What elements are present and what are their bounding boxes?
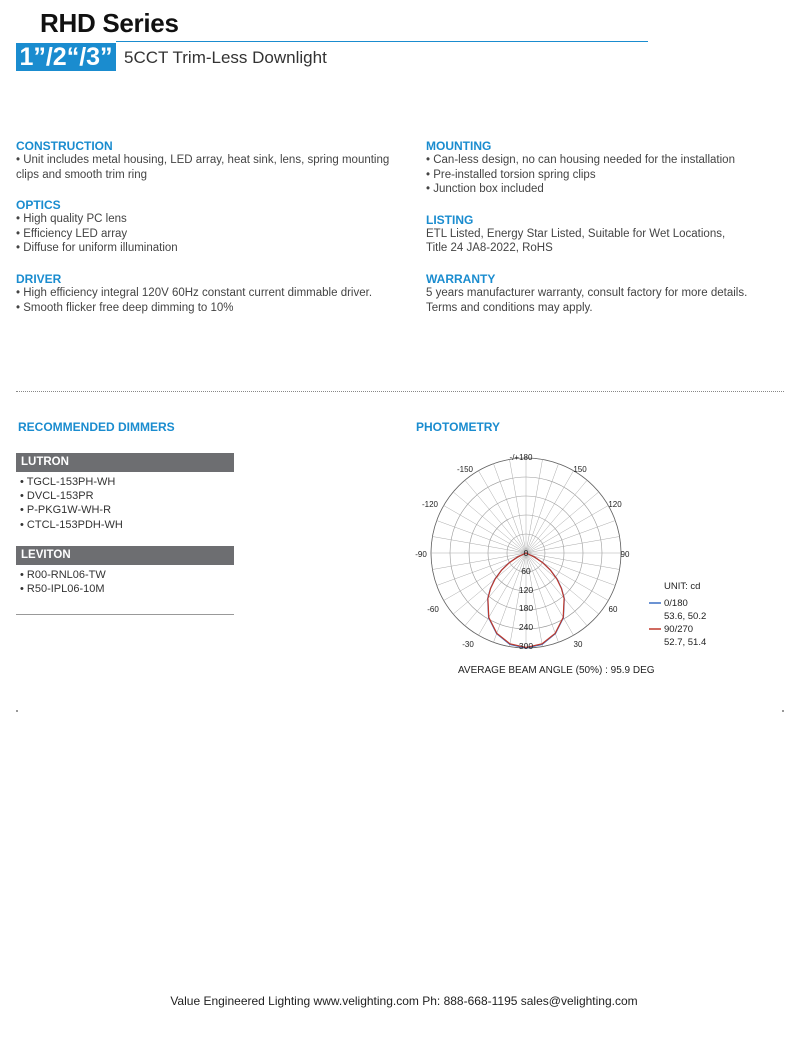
brand-bar-lutron: LUTRON <box>16 453 234 472</box>
angle-label: 120 <box>608 500 622 509</box>
radial-label: 180 <box>518 603 534 613</box>
unit-label: UNIT: cd <box>664 581 701 592</box>
angle-label: -90 <box>415 550 427 559</box>
corner-mark <box>16 710 18 712</box>
angle-label: -150 <box>456 465 474 474</box>
brand-bar-leviton: LEVITON <box>16 546 234 565</box>
header-rule <box>116 41 648 42</box>
footer-contact: Value Engineered Lighting www.velighting.com Ph: 888-668-1195 sales@velighting.com <box>170 994 638 1008</box>
section-divider <box>16 391 784 392</box>
spec-line: • Junction box included <box>426 183 544 196</box>
spec-mounting <box>426 139 796 197</box>
angle-label: -/+180 <box>509 453 533 462</box>
polar-photometry-chart <box>410 448 740 663</box>
specs-left-column <box>16 139 396 315</box>
list-item: • R00-RNL06-TW <box>20 569 106 581</box>
radial-label: 240 <box>518 622 534 632</box>
spec-heading: DRIVER <box>16 271 62 286</box>
product-subtitle: 5CCT Trim-Less Downlight <box>124 48 327 67</box>
spec-line: • Pre-installed torsion spring clips <box>426 168 596 181</box>
spec-construction <box>16 139 396 182</box>
spec-line: • Can-less design, no can housing needed for the installation <box>426 154 735 166</box>
legend-label: 0/180 <box>664 598 688 609</box>
specs-right-column <box>426 139 796 315</box>
spec-line: clips and smooth trim ring <box>16 168 148 181</box>
spec-listing <box>426 213 796 256</box>
list-item: • TGCL-153PH-WH <box>20 476 116 488</box>
angle-label: -60 <box>427 605 439 614</box>
spec-heading: OPTICS <box>16 198 61 213</box>
radial-label: 120 <box>518 585 534 595</box>
legend-label: 90/270 <box>664 624 694 635</box>
spec-optics <box>16 198 396 256</box>
legend-values: 52.7, 51.4 <box>664 637 707 648</box>
list-item: • P-PKG1W-WH-R <box>20 504 112 517</box>
spec-warranty <box>426 272 796 315</box>
spec-line: Terms and conditions may apply. <box>426 301 593 314</box>
leviton-model-list <box>20 568 106 596</box>
spec-driver <box>16 272 396 315</box>
legend-values: 53.6, 50.2 <box>664 611 707 622</box>
spec-line: Title 24 JA8-2022, RoHS <box>426 242 553 255</box>
spec-heading: WARRANTY <box>426 271 496 286</box>
radial-label: 60 <box>521 566 531 576</box>
angle-label: -30 <box>462 640 474 649</box>
spec-line: 5 years manufacturer warranty, consult factory for more details. <box>426 286 748 299</box>
dimmers-bottom-rule <box>16 614 234 615</box>
list-item: • DVCL-153PR <box>20 490 94 503</box>
angle-label: 30 <box>573 640 583 649</box>
photometry-heading: PHOTOMETRY <box>416 420 501 434</box>
radial-label: 0 <box>523 548 529 558</box>
spec-heading: LISTING <box>426 212 474 227</box>
spec-line: • Diffuse for uniform illumination <box>16 242 178 255</box>
radial-label: 300 <box>518 641 534 651</box>
dimmers-heading: RECOMMENDED DIMMERS <box>18 420 175 434</box>
spec-line: ETL Listed, Energy Star Listed, Suitable for Wet Locations, <box>426 227 726 240</box>
size-badge: 1”/2“/3” <box>16 43 116 71</box>
beam-angle-caption: AVERAGE BEAM ANGLE (50%) : 95.9 DEG <box>458 665 655 676</box>
angle-label: 60 <box>608 605 618 614</box>
angle-label: 150 <box>573 465 587 474</box>
spec-line: • Smooth flicker free deep dimming to 10% <box>16 301 234 314</box>
spec-line: • Unit includes metal housing, LED array, heat sink, lens, spring mounting <box>16 154 390 166</box>
spec-line: • High efficiency integral 120V 60Hz constant current dimmable driver. <box>16 286 373 299</box>
spec-heading: MOUNTING <box>426 139 492 153</box>
list-item: • CTCL-153PDH-WH <box>20 518 123 531</box>
lutron-model-list <box>20 475 123 532</box>
spec-heading: CONSTRUCTION <box>16 139 113 153</box>
series-title: RHD Series <box>40 8 179 38</box>
angle-label: 90 <box>620 550 630 559</box>
corner-mark <box>782 710 784 712</box>
list-item: • R50-IPL06-10M <box>20 583 105 596</box>
angle-label: -120 <box>421 500 439 509</box>
spec-line: • High quality PC lens <box>16 213 127 226</box>
spec-line: • Efficiency LED array <box>16 227 128 240</box>
